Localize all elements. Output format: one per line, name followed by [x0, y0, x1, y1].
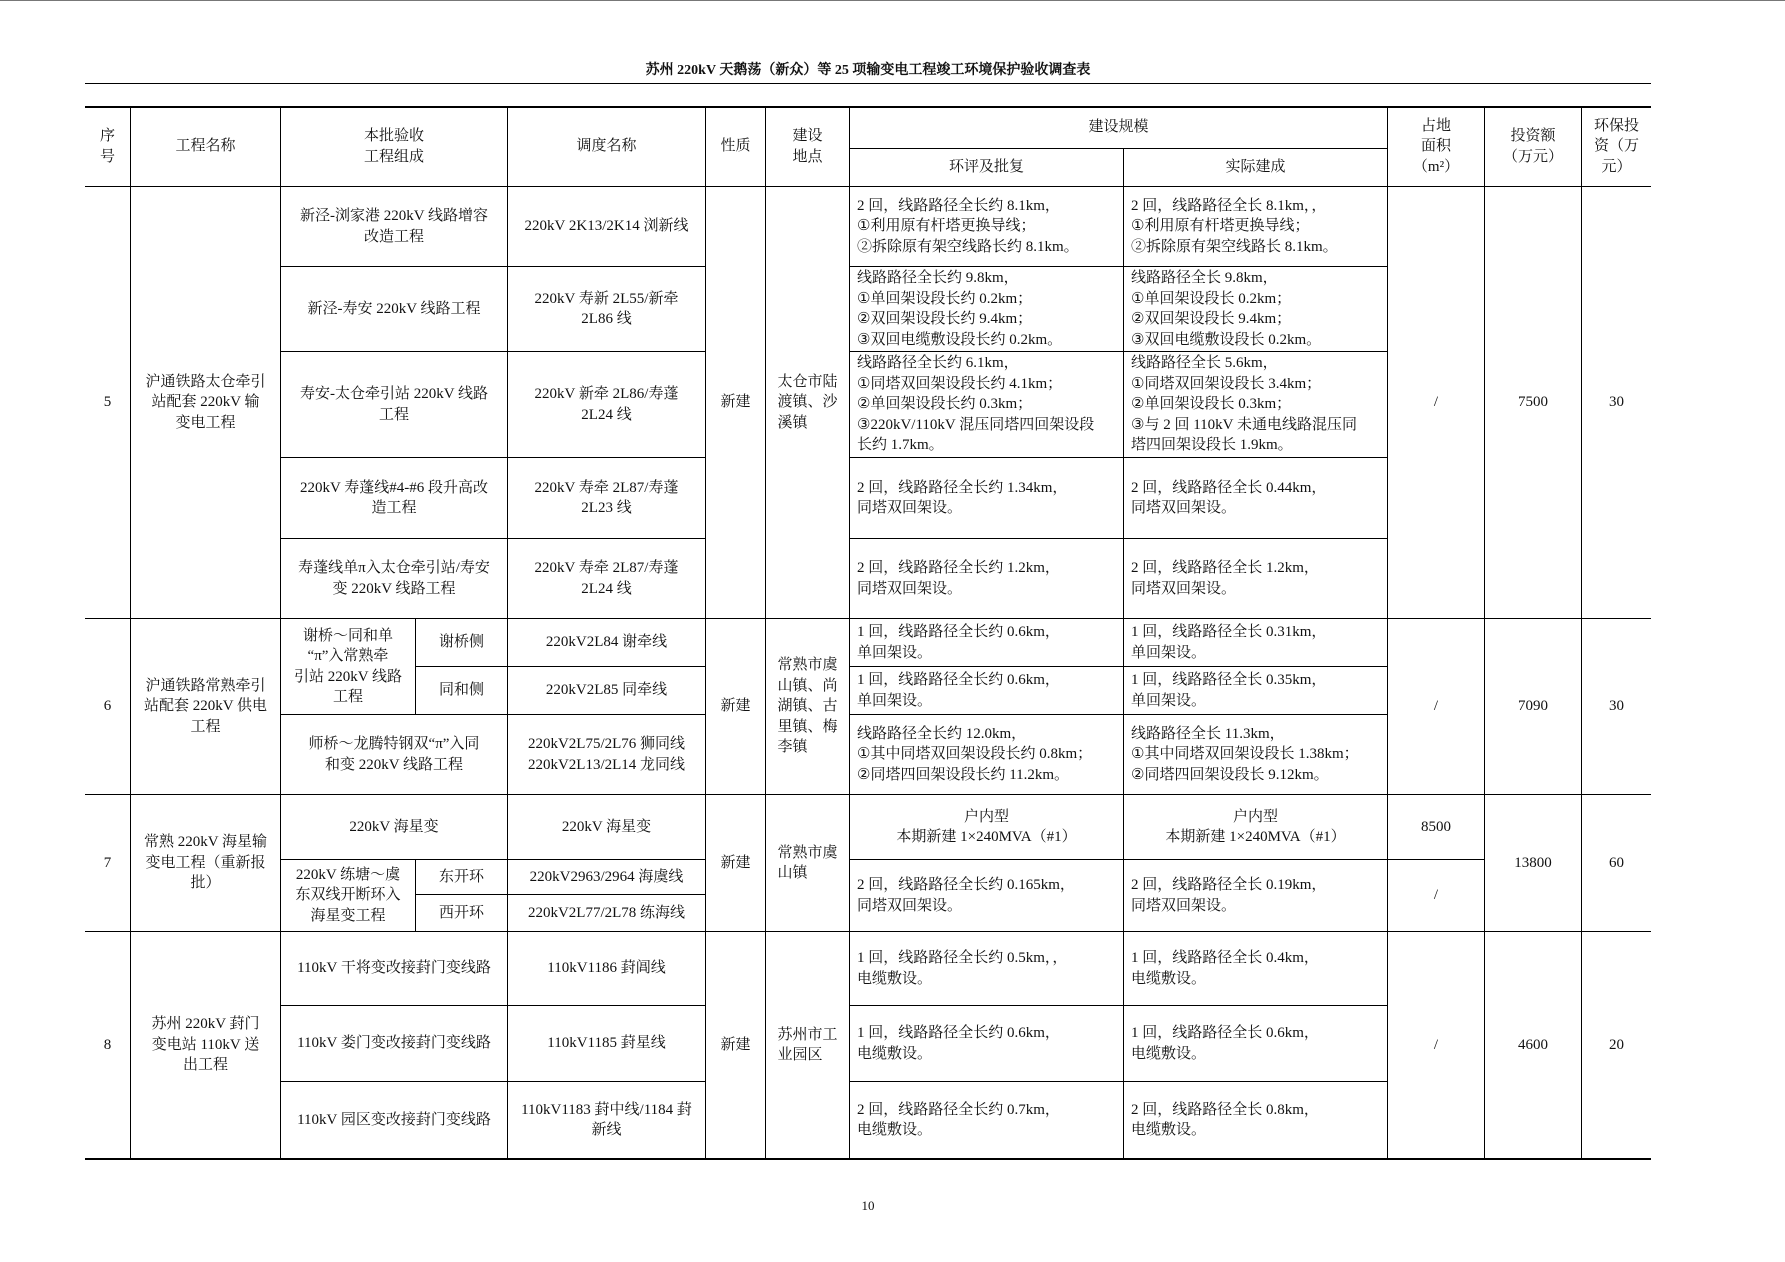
- row7-item2-land-area: /: [1388, 860, 1485, 932]
- row8-land-area: /: [1388, 932, 1485, 1159]
- row5-item1-component: 新泾-浏家港 220kV 线路增容 改造工程: [281, 187, 508, 267]
- row8-item1-component: 110kV 干将变改接葑门变线路: [281, 932, 508, 1006]
- row5-item3-eia: 线路路径全长约 6.1km， ①同塔双回架设段长约 4.1km； ②单回架设段长约 0.3km； ③220kV/110kV 混压同塔四回架设段 长约 1.7km。: [850, 352, 1124, 458]
- row5-item4-component: 220kV 寿蓬线#4-#6 段升高改 造工程: [281, 458, 508, 539]
- row6-env-investment: 30: [1582, 619, 1651, 795]
- row8-nature: 新建: [706, 932, 766, 1159]
- row7-item2-eia: 2 回，线路路径全长约 0.165km， 同塔双回架设。: [850, 860, 1124, 932]
- row6-nature: 新建: [706, 619, 766, 795]
- row6-item3-dispatch: 220kV2L75/2L76 狮同线 220kV2L13/2L14 龙同线: [508, 715, 706, 795]
- row8-item3-dispatch: 110kV1183 葑中线/1184 葑 新线: [508, 1082, 706, 1159]
- row8-item2-actual: 1 回，线路路径全长 0.6km， 电缆敷设。: [1124, 1006, 1388, 1082]
- header-nature: 性质: [706, 107, 766, 187]
- row7-item2-dispatch: 220kV2963/2964 海虞线: [508, 860, 706, 895]
- header-seq: 序 号: [85, 107, 131, 187]
- row6-item2-dispatch: 220kV2L85 同牵线: [508, 667, 706, 715]
- row7-item1-actual: 户内型 本期新建 1×240MVA（#1）: [1124, 795, 1388, 860]
- table-top-rule: [85, 106, 1651, 108]
- row7-item1-component: 220kV 海星变: [281, 795, 508, 860]
- header-location: 建设 地点: [766, 107, 850, 187]
- row5-item5-eia: 2 回，线路路径全长约 1.2km， 同塔双回架设。: [850, 539, 1124, 619]
- page-top-edge: [0, 0, 1785, 1]
- table-bottom-rule: [85, 1158, 1651, 1160]
- row7-seq: 7: [85, 795, 131, 932]
- row5-project-name: 沪通铁路太仓牵引 站配套 220kV 输 变电工程: [131, 187, 281, 619]
- row8-env-investment: 20: [1582, 932, 1651, 1159]
- page-number: 10: [861, 1198, 875, 1213]
- row7-location: 常熟市虞 山镇: [766, 795, 850, 932]
- row5-item3-component: 寿安-太仓牵引站 220kV 线路 工程: [281, 352, 508, 458]
- row6-item2-eia: 1 回，线路路径全长约 0.6km， 单回架设。: [850, 667, 1124, 715]
- header-actual-built: 实际建成: [1124, 149, 1388, 187]
- row5-item2-dispatch: 220kV 寿新 2L55/新牵 2L86 线: [508, 267, 706, 352]
- header-investment: 投资额 （万元）: [1485, 107, 1582, 187]
- row6-item1-eia: 1 回，线路路径全长约 0.6km， 单回架设。: [850, 619, 1124, 667]
- row5-location: 太仓市陆 渡镇、沙 溪镇: [766, 187, 850, 619]
- row5-env-investment: 30: [1582, 187, 1651, 619]
- document-title: 苏州 220kV 天鹅荡（新众）等 25 项输变电工程竣工环境保护验收调查表: [645, 63, 1091, 78]
- row5-item2-actual: 线路路径全长 9.8km， ①单回架设段长 0.2km； ②双回架设段长 9.4km； ③双回电缆敷设段长 0.2km。: [1124, 267, 1388, 352]
- row6-item1-dispatch: 220kV2L84 谢牵线: [508, 619, 706, 667]
- row5-seq: 5: [85, 187, 131, 619]
- row8-item1-actual: 1 回，线路路径全长 0.4km， 电缆敷设。: [1124, 932, 1388, 1006]
- row8-seq: 8: [85, 932, 131, 1159]
- row6-item3-component: 师桥～龙腾特钢双“π”入同 和变 220kV 线路工程: [281, 715, 508, 795]
- row5-item1-dispatch: 220kV 2K13/2K14 浏新线: [508, 187, 706, 267]
- row7-item2-actual: 2 回，线路路径全长 0.19km， 同塔双回架设。: [1124, 860, 1388, 932]
- row6-investment: 7090: [1485, 619, 1582, 795]
- row7-item3-dispatch: 220kV2L77/2L78 练海线: [508, 895, 706, 932]
- row5-land-area: /: [1388, 187, 1485, 619]
- row8-item2-eia: 1 回，线路路径全长约 0.6km， 电缆敷设。: [850, 1006, 1124, 1082]
- row7-item1-dispatch: 220kV 海星变: [508, 795, 706, 860]
- row8-item3-eia: 2 回，线路路径全长约 0.7km， 电缆敷设。: [850, 1082, 1124, 1159]
- row5-item3-dispatch: 220kV 新牵 2L86/寿蓬 2L24 线: [508, 352, 706, 458]
- row5-item5-actual: 2 回，线路路径全长 1.2km， 同塔双回架设。: [1124, 539, 1388, 619]
- row6-item2-side: 同和侧: [416, 667, 508, 715]
- row6-land-area: /: [1388, 619, 1485, 795]
- header-project-name: 工程名称: [131, 107, 281, 187]
- row6-item3-eia: 线路路径全长约 12.0km， ①其中同塔双回架设段长约 0.8km； ②同塔四回架设段长约 11.2km。: [850, 715, 1124, 795]
- row6-item1-side: 谢桥侧: [416, 619, 508, 667]
- row5-item5-component: 寿蓬线单π入太仓牵引站/寿安 变 220kV 线路工程: [281, 539, 508, 619]
- row8-investment: 4600: [1485, 932, 1582, 1159]
- row6-item1-group: 谢桥～同和单 “π”入常熟牵 引站 220kV 线路 工程: [281, 619, 416, 715]
- row5-nature: 新建: [706, 187, 766, 619]
- row5-item1-actual: 2 回，线路路径全长 8.1km，， ①利用原有杆塔更换导线； ②拆除原有架空线路长 8.1km。: [1124, 187, 1388, 267]
- row8-project-name: 苏州 220kV 葑门 变电站 110kV 送 出工程: [131, 932, 281, 1159]
- row8-item2-component: 110kV 娄门变改接葑门变线路: [281, 1006, 508, 1082]
- row8-location: 苏州市工 业园区: [766, 932, 850, 1159]
- row5-item1-eia: 2 回，线路路径全长约 8.1km， ①利用原有杆塔更换导线； ②拆除原有架空线路长约 8.1km。: [850, 187, 1124, 267]
- row8-item1-dispatch: 110kV1186 葑阊线: [508, 932, 706, 1006]
- row8-item3-actual: 2 回，线路路径全长 0.8km， 电缆敷设。: [1124, 1082, 1388, 1159]
- header-dispatch-name: 调度名称: [508, 107, 706, 187]
- row6-location: 常熟市虞 山镇、尚 湖镇、古 里镇、梅 李镇: [766, 619, 850, 795]
- title-underline: [85, 83, 1651, 84]
- row5-item4-eia: 2 回，线路路径全长约 1.34km， 同塔双回架设。: [850, 458, 1124, 539]
- row7-investment: 13800: [1485, 795, 1582, 932]
- row7-item2-group: 220kV 练塘～虞 东双线开断环入 海星变工程: [281, 860, 416, 932]
- row6-item3-actual: 线路路径全长 11.3km， ①其中同塔双回架设段长 1.38km； ②同塔四回架设段长 9.12km。: [1124, 715, 1388, 795]
- row8-item1-eia: 1 回，线路路径全长约 0.5km，， 电缆敷设。: [850, 932, 1124, 1006]
- header-env-investment: 环保投 资（万 元）: [1582, 107, 1651, 187]
- header-eia-approval: 环评及批复: [850, 149, 1124, 187]
- row6-seq: 6: [85, 619, 131, 795]
- row7-item2-side: 东开环: [416, 860, 508, 895]
- row5-item4-actual: 2 回，线路路径全长 0.44km， 同塔双回架设。: [1124, 458, 1388, 539]
- acceptance-survey-table: [85, 107, 1651, 1159]
- row8-item3-component: 110kV 园区变改接葑门变线路: [281, 1082, 508, 1159]
- row5-item3-actual: 线路路径全长 5.6km， ①同塔双回架设段长 3.4km； ②单回架设段长 0.3km； ③与 2 回 110kV 未通电线路混压同 塔四回架设段长 1.9km。: [1124, 352, 1388, 458]
- row7-env-investment: 60: [1582, 795, 1651, 932]
- row5-item5-dispatch: 220kV 寿牵 2L87/寿蓬 2L24 线: [508, 539, 706, 619]
- header-construction-scale: 建设规模: [850, 107, 1388, 149]
- row8-item2-dispatch: 110kV1185 葑星线: [508, 1006, 706, 1082]
- row7-item1-eia: 户内型 本期新建 1×240MVA（#1）: [850, 795, 1124, 860]
- row5-item2-eia: 线路路径全长约 9.8km， ①单回架设段长约 0.2km； ②双回架设段长约 9.4km； ③双回电缆敷设段长约 0.2km。: [850, 267, 1124, 352]
- row5-item2-component: 新泾-寿安 220kV 线路工程: [281, 267, 508, 352]
- row6-project-name: 沪通铁路常熟牵引 站配套 220kV 供电 工程: [131, 619, 281, 795]
- header-components: 本批验收 工程组成: [281, 107, 508, 187]
- row6-item2-actual: 1 回，线路路径全长 0.35km， 单回架设。: [1124, 667, 1388, 715]
- row7-item1-land-area: 8500: [1388, 795, 1485, 860]
- row7-project-name: 常熟 220kV 海星输 变电工程（重新报 批）: [131, 795, 281, 932]
- header-land-area: 占地 面积 （m²）: [1388, 107, 1485, 187]
- row7-nature: 新建: [706, 795, 766, 932]
- row5-item4-dispatch: 220kV 寿牵 2L87/寿蓬 2L23 线: [508, 458, 706, 539]
- row6-item1-actual: 1 回，线路路径全长 0.31km， 单回架设。: [1124, 619, 1388, 667]
- row5-investment: 7500: [1485, 187, 1582, 619]
- row7-item3-side: 西开环: [416, 895, 508, 932]
